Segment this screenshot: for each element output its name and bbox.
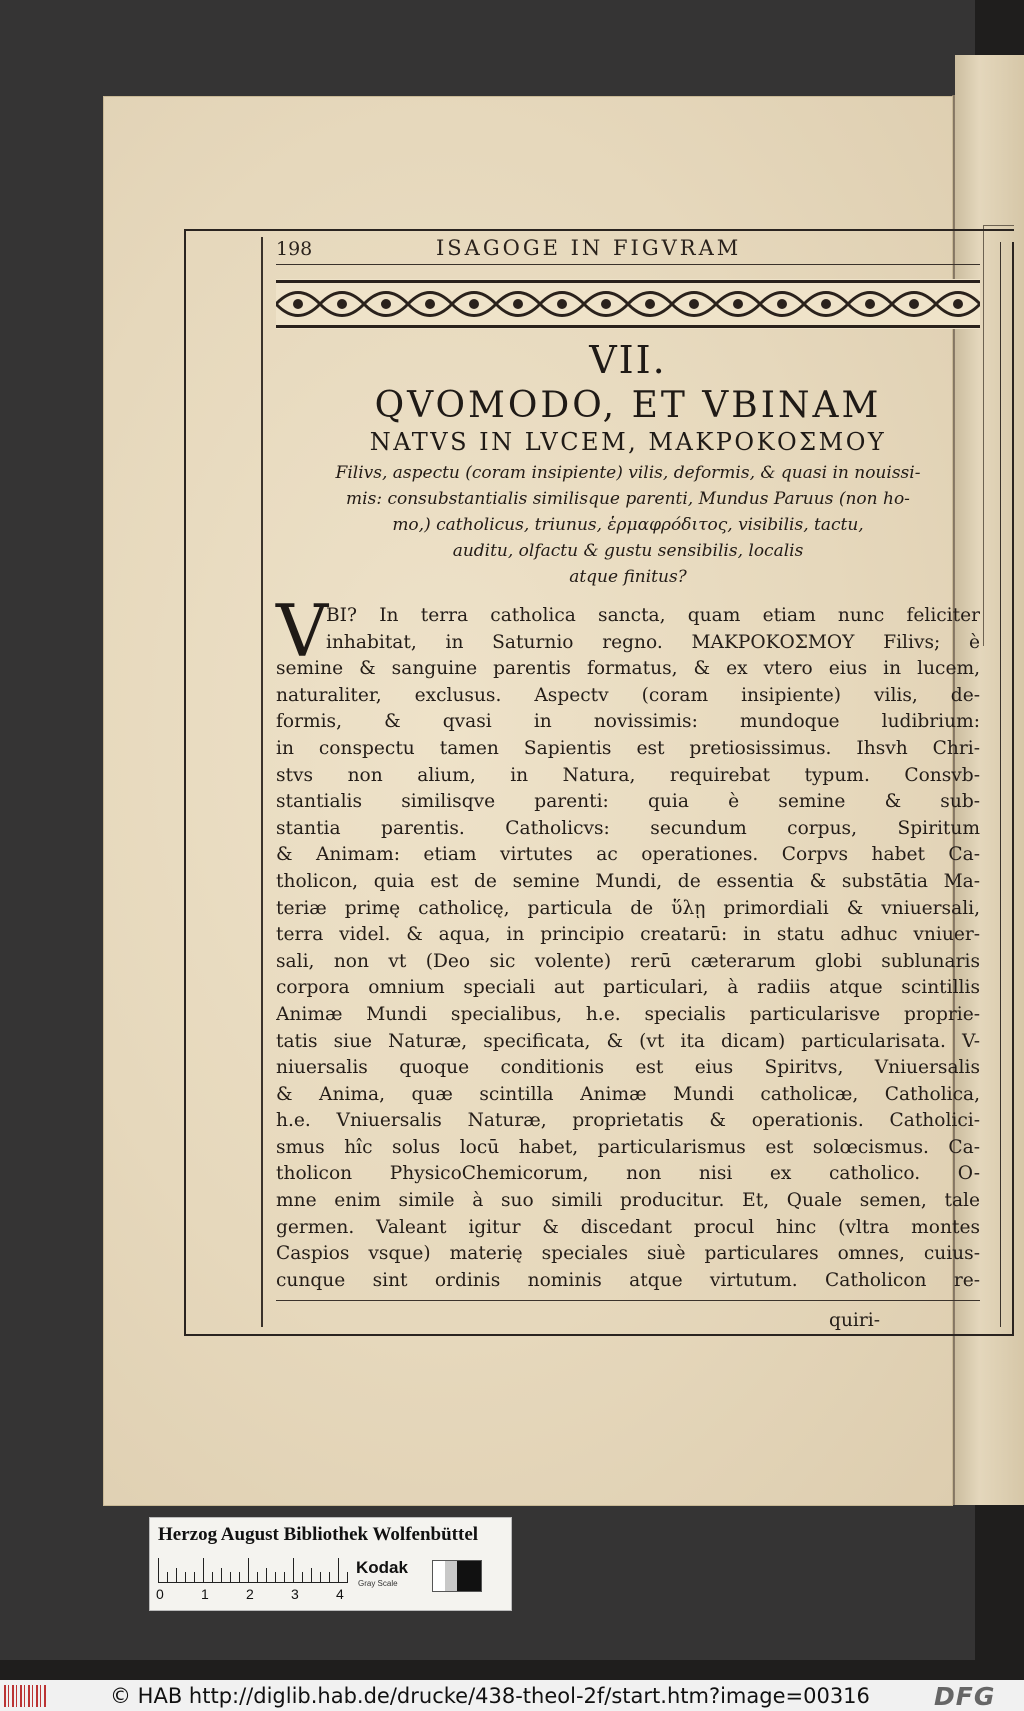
kodak-gray-scale-label: Gray Scale [358,1579,398,1588]
body-line: stantialis similisqve parenti: quia è semine & sub- [276,791,980,813]
body-line: sali, non vt (Deo sic volente) rerū cæterarum globi sublunaris [276,950,980,972]
body-text [276,603,980,1294]
copyright-url[interactable]: © HAB http://diglib.hab.de/drucke/438-theol-2f/start.htm?image=00316 [110,1684,870,1708]
ruler-number: 2 [246,1586,254,1602]
body-line: tatis siue Naturæ, specificata, & (vt ita dicam) particularisata. V- [276,1030,980,1052]
kodak-logo: Kodak [356,1558,408,1577]
subtitle-line: Filivs, aspectu (coram insipiente) vilis, deformis, & quasi in nouissi- [335,463,921,483]
footer-bar [0,1680,1024,1711]
subtitle-line: atque finitus? [569,567,687,587]
ornament-band [276,279,980,329]
body-line: in conspectu tamen Sapientis est pretiosissimus. Ihsvh Chri- [276,737,980,759]
body-line: Caspios vsque) materię speciales siuè particulares omnes, cuius- [276,1243,980,1265]
running-head: ISAGOGE IN FIGVRAM [436,236,742,260]
body-line: inhabitat, in Saturnio regno. ΜΑΚΡΟΚΟΣΜΟΥ Filivs; è [326,631,980,653]
subtitle-line: mis: consubstantialis similisque parenti, Mundus Paruus (non ho- [346,489,910,509]
body-line: smus hîc solus locū habet, particularismus est solœcismus. Ca- [276,1136,980,1158]
body-line: mne enim simile à suo simili producitur. Et, Quale semen, tale [276,1190,980,1212]
ruler-number: 3 [291,1586,299,1602]
chapter-title-line-2: NATVS IN LVCEM, ΜΑΚΡΟΚΟΣΜΟΥ [369,428,887,456]
chapter-title-line-1: QVOMODO, ET VBINAM [374,385,882,426]
body-line: & Anima, quæ scintilla Animæ Mundi catholicæ, Catholica, [276,1083,980,1105]
barcode-icon [4,1685,48,1707]
library-name: Herzog August Bibliothek Wolfenbüttel [158,1524,479,1545]
dfg-logo: DFG [934,1682,996,1711]
chapter-number: VII. [589,338,667,382]
body-line: formis, & qvasi in novissimis: mundoque ludibrium: [276,711,980,733]
body-line: cunque sint ordinis nominis atque virtutum. Catholicon re- [276,1269,980,1291]
body-line: terra videl. & aqua, in principio creatarū: in statu adhuc vniuer- [276,924,980,946]
page-number: 198 [276,238,313,260]
body-line: niuersalis quoque conditionis est eius Spiritvs, Vniuersalis [276,1057,980,1079]
body-line: naturaliter, exclusus. Aspectv (coram insipiente) vilis, de- [276,684,980,706]
ruler-number: 0 [156,1586,164,1602]
body-line: germen. Valeant igitur & discedant procul hinc (vltra montes [276,1216,980,1238]
body-line: Animæ Mundi specialibus, h.e. specialis particularisve proprie- [276,1003,980,1025]
subtitle-line: mo,) catholicus, triunus, ἑρμαφρόδιτος, visibilis, tactu, [392,515,864,535]
subtitle-line: auditu, olfactu & gustu sensibilis, localis [452,541,804,561]
body-line: teriæ primę catholicę, particula de ὕλῃ primordiali & vniuersali, [276,897,980,919]
library-label-card [149,1517,512,1611]
body-line: corpora omnium speciali aut particulari, à radiis atque scintillis [276,977,980,999]
body-line: h.e. Vniuersalis Naturæ, proprietatis & operationis. Catholici- [276,1110,980,1132]
gray-scale-patch [432,1560,482,1592]
body-line: & Animam: etiam virtutes ac operationes. Corpvs habet Ca- [276,844,980,866]
body-line: tholicon PhysicoChemicorum, non nisi ex catholico. O- [276,1163,980,1185]
body-line: tholicon, quia est de semine Mundi, de essentia & substātia Ma- [276,870,980,892]
scale-ruler [158,1558,348,1583]
chapter-subtitle [276,460,980,590]
body-line: stvs non alium, in Natura, requirebat typum. Consvb- [276,764,980,786]
body-line: semine & sanguine parentis formatus, & ex vtero eius in lucem, [276,658,980,680]
body-line: BI? In terra catholica sancta, quam etiam nunc feliciter [326,605,980,626]
catchword: quiri- [829,1310,880,1331]
body-line: stantia parentis. Catholicvs: secundum corpus, Spiritum [276,817,980,839]
ruler-number: 1 [201,1586,209,1602]
ruler-number: 4 [336,1586,344,1602]
drop-cap: V [276,589,328,673]
